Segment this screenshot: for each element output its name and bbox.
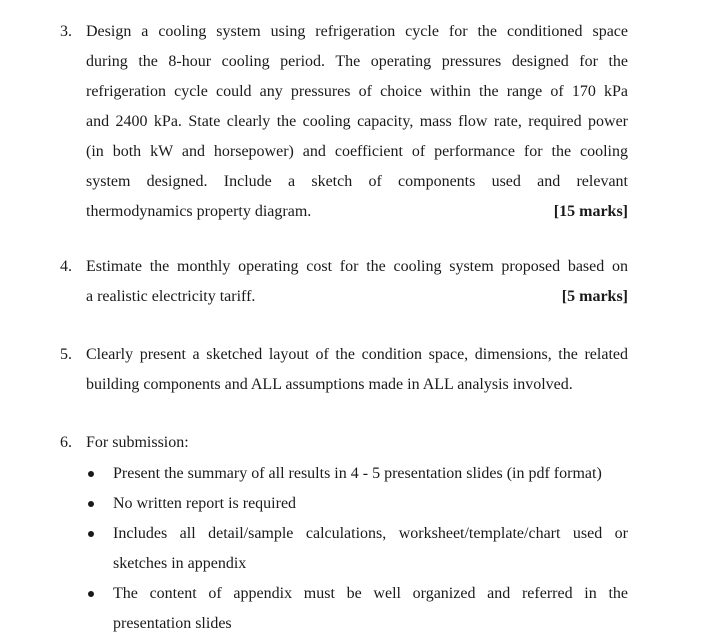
bullet-text: presentation slides xyxy=(113,615,232,632)
question-3 xyxy=(60,17,628,227)
question-line: refrigeration cycle could any pressures of choice within the range of 170 kPa xyxy=(86,83,628,100)
question-4 xyxy=(60,252,628,312)
bullet-text: No written report is required xyxy=(113,495,297,512)
bullet-item xyxy=(86,519,628,579)
bullet-icon xyxy=(88,591,94,597)
question-line: For submission: xyxy=(86,434,189,451)
question-line: Clearly present a sketched layout of the condition space, dimensions, the related xyxy=(86,346,628,363)
question-number: 4. xyxy=(60,258,72,275)
question-line: Estimate the monthly operating cost for the cooling system proposed based on xyxy=(86,258,628,275)
question-line: building components and ALL assumptions made in ALL analysis involved. xyxy=(86,376,573,393)
question-line: system designed. Include a sketch of components used and relevant xyxy=(86,173,628,190)
question-number: 5. xyxy=(60,346,72,363)
question-line: and 2400 kPa. State clearly the cooling capacity, mass flow rate, required power xyxy=(86,113,628,130)
bullet-icon xyxy=(88,501,94,507)
question-5 xyxy=(60,340,628,400)
bullet-icon xyxy=(88,471,94,477)
question-6 xyxy=(60,428,628,458)
question-line: during the 8-hour cooling period. The operating pressures designed for the xyxy=(86,53,628,70)
bullet-item xyxy=(86,489,628,519)
submission-bullet-list xyxy=(86,459,628,639)
bullet-item xyxy=(86,579,628,639)
question-line: thermodynamics property diagram. xyxy=(86,203,312,220)
bullet-text: sketches in appendix xyxy=(113,555,247,572)
bullet-text: Includes all detail/sample calculations, worksheet/template/chart used or xyxy=(113,525,628,542)
bullet-text: Present the summary of all results in 4 - 5 presentation slides (in pdf format) xyxy=(113,465,602,482)
question-line: a realistic electricity tariff. xyxy=(86,288,256,305)
marks-label: [5 marks] xyxy=(561,288,628,305)
bullet-text: The content of appendix must be well organized and referred in the xyxy=(113,585,628,602)
bullet-item xyxy=(86,459,628,489)
question-number: 3. xyxy=(60,23,72,40)
bullet-icon xyxy=(88,531,94,537)
question-number: 6. xyxy=(60,434,72,451)
marks-label: [15 marks] xyxy=(553,203,628,220)
question-line: (in both kW and horsepower) and coefficient of performance for the cooling xyxy=(86,143,628,160)
question-line: Design a cooling system using refrigeration cycle for the conditioned space xyxy=(86,23,628,40)
